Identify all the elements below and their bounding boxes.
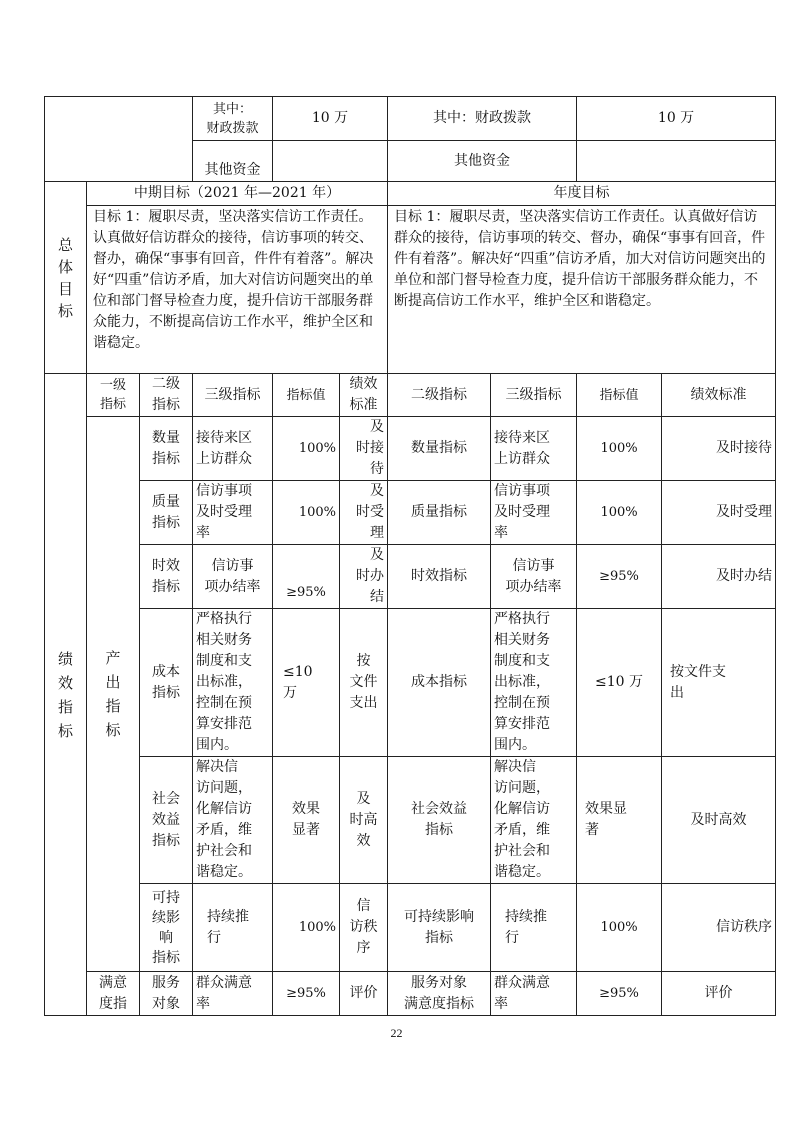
row-level2: 质量 指标: [140, 481, 193, 545]
satisfaction-level2: 服务 对象: [140, 972, 193, 1016]
row-year-level2: 社会效益 指标: [388, 757, 491, 884]
row-year-value: 100%: [577, 417, 662, 481]
row-year-level3: 信访事项 及时受理 率: [491, 481, 577, 545]
row-year-value: 效果显 著: [577, 757, 662, 884]
header-year-standard: 绩效标准: [662, 374, 776, 417]
satisfaction-value: ≥95%: [273, 972, 340, 1016]
annual-goal-text: 目标 1：履职尽责，坚决落实信访工作责任。认真做好信访群众的接待，信访事项的转交、督办，确保“事事有回音，件件有着落”。解决好“四重”信访矛盾，加大对信访问题突出的单位和部门督导检查力度，提升信访干部服务群众能力，不断提高信访工作水平，维护全区和谐稳定。: [388, 206, 776, 374]
satisfaction-level1: 满意 度指: [87, 972, 140, 1016]
funding-blank-cell: [45, 97, 193, 182]
row-standard: 及 时受理: [340, 481, 388, 545]
row-year-level2: 质量指标: [388, 481, 491, 545]
page-number: 22: [390, 1026, 403, 1040]
row-year-value: 100%: [577, 481, 662, 545]
performance-table-page: [44, 96, 776, 1016]
row-year-standard: 及时高效: [662, 757, 776, 884]
overall-goal-label: 总 体 目 标: [45, 182, 87, 374]
row-year-level2: 可持续影响 指标: [388, 884, 491, 972]
annual-goal-title: 年度目标: [388, 182, 776, 206]
year-finance-value: 10 万: [577, 97, 776, 141]
performance-label: 绩 效 指 标: [45, 374, 87, 1016]
overall-goal-header-row: [45, 182, 776, 206]
table-row: [45, 481, 776, 545]
row-year-value: ≥95%: [577, 545, 662, 609]
row-year-value: ≤10 万: [577, 609, 662, 757]
output-indicator-label: 产 出 指 标: [87, 417, 140, 972]
row-value: 100%: [273, 884, 340, 972]
row-year-level3: 严格执行 相关财务 制度和支 出标准， 控制在预 算安排范 围内。: [491, 609, 577, 757]
mid-finance-value: 10 万: [273, 97, 388, 141]
row-value: 效果 显著: [273, 757, 340, 884]
table-row: [45, 609, 776, 757]
row-year-standard: 及时受理: [662, 481, 776, 545]
row-standard: 信 访秩 序: [340, 884, 388, 972]
row-level3: 信访事 项办结率: [193, 545, 273, 609]
mid-finance-label: 其中： 财政拨款: [193, 97, 273, 141]
mid-term-goal-title: 中期目标（2021 年—2021 年）: [87, 182, 388, 206]
row-standard: 按 文件 支出: [340, 609, 388, 757]
satisfaction-year-level3: 群众满意 率: [491, 972, 577, 1016]
header-value: 指标值: [273, 374, 340, 417]
funding-row-finance: [45, 97, 776, 141]
row-value: 100%: [273, 481, 340, 545]
row-level3: 接待来区 上访群众: [193, 417, 273, 481]
row-year-standard: 按文件支 出: [662, 609, 776, 757]
header-level3: 三级指标: [193, 374, 273, 417]
header-level2: 二级 指标: [140, 374, 193, 417]
satisfaction-standard: 评价: [340, 972, 388, 1016]
performance-goal-table: [44, 96, 776, 1016]
header-level1: 一级 指标: [87, 374, 140, 417]
header-year-value: 指标值: [577, 374, 662, 417]
row-level3: 持续推 行: [193, 884, 273, 972]
row-value: ≤10 万: [273, 609, 340, 757]
table-row: [45, 884, 776, 972]
table-row: [45, 757, 776, 884]
row-year-level2: 时效指标: [388, 545, 491, 609]
mid-term-goal-text: 目标 1：履职尽责，坚决落实信访工作责任。认真做好信访群众的接待，信访事项的转交、督办，确保“事事有回音，件件有着落”。解决好“四重”信访矛盾，加大对信访问题突出的单位和部门督导检查力度，提升信访干部服务群众能力，不断提高信访工作水平，维护全区和谐稳定。: [87, 206, 388, 374]
row-standard: 及 时接 待: [340, 417, 388, 481]
row-level3: 解决信 访问题， 化解信访 矛盾，维 护社会和 谐稳定。: [193, 757, 273, 884]
satisfaction-row: [45, 972, 776, 1016]
header-standard: 绩效 标准: [340, 374, 388, 417]
year-other-label: 其他资金: [388, 141, 577, 182]
year-other-value: [577, 141, 776, 182]
row-value: ≥95%: [273, 545, 340, 609]
row-standard: 及 时高 效: [340, 757, 388, 884]
row-year-value: 100%: [577, 884, 662, 972]
mid-other-label: 其他资金: [193, 141, 273, 182]
header-year-level3: 三级指标: [491, 374, 577, 417]
row-year-level3: 持续推 行: [491, 884, 577, 972]
row-year-standard: 及时办结: [662, 545, 776, 609]
row-level3: 信访事项 及时受理 率: [193, 481, 273, 545]
satisfaction-year-level2: 服务对象 满意度指标: [388, 972, 491, 1016]
row-year-level2: 数量指标: [388, 417, 491, 481]
performance-header-row: [45, 374, 776, 417]
table-row: [45, 417, 776, 481]
row-year-level3: 接待来区 上访群众: [491, 417, 577, 481]
satisfaction-level3: 群众满意 率: [193, 972, 273, 1016]
mid-other-value: [273, 141, 388, 182]
row-year-standard: 信访秩序: [662, 884, 776, 972]
row-value: 100%: [273, 417, 340, 481]
overall-goal-content-row: [45, 206, 776, 374]
satisfaction-year-value: ≥95%: [577, 972, 662, 1016]
satisfaction-year-standard: 评价: [662, 972, 776, 1016]
row-level3: 严格执行 相关财务 制度和支 出标准， 控制在预 算安排范 围内。: [193, 609, 273, 757]
row-standard: 及 时办 结: [340, 545, 388, 609]
row-level2: 时效 指标: [140, 545, 193, 609]
table-row: [45, 545, 776, 609]
row-year-standard: 及时接待: [662, 417, 776, 481]
row-year-level3: 信访事 项办结率: [491, 545, 577, 609]
header-year-level2: 二级指标: [388, 374, 491, 417]
row-year-level3: 解决信 访问题， 化解信访 矛盾，维 护社会和 谐稳定。: [491, 757, 577, 884]
row-year-level2: 成本指标: [388, 609, 491, 757]
row-level2: 数量 指标: [140, 417, 193, 481]
row-level2: 可持 续影 响 指标: [140, 884, 193, 972]
year-finance-label: 其中：财政拨款: [388, 97, 577, 141]
row-level2: 成本 指标: [140, 609, 193, 757]
row-level2: 社会 效益 指标: [140, 757, 193, 884]
